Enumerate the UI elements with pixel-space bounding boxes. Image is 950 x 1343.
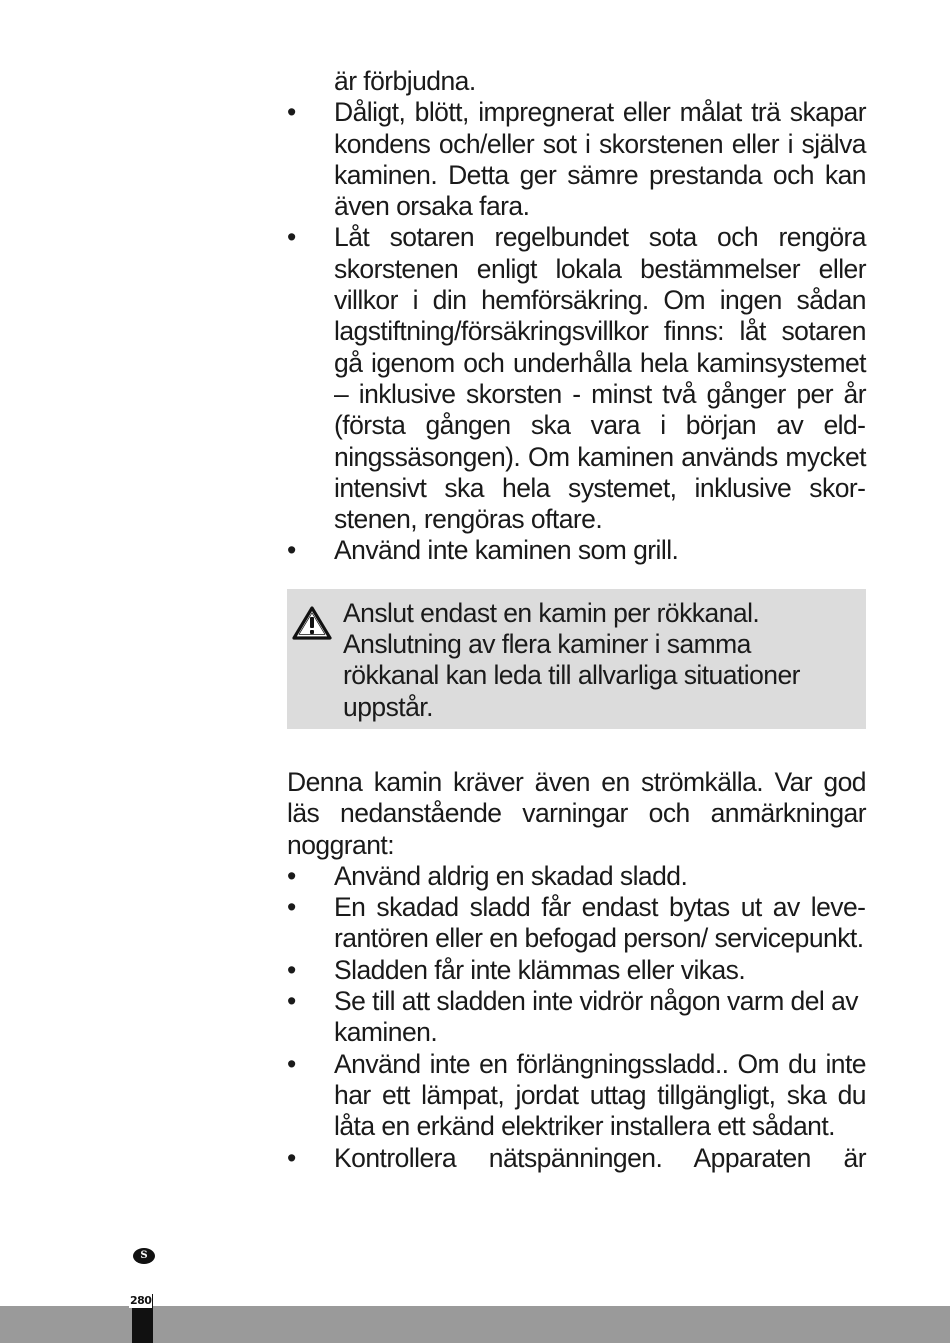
list-item: • Låt sotaren regelbundet sota och rengöra skorstenen enligt lokala bestämmelser eller villkor i din hemförsäkring. Om ingen sådan lagstiftning/försäkringsvillkor finns: låt sotaren gå igenom och underhålla hela kaminsystemet – inklusive skorsten - minst två gånger per år (första gången ska vara i början av eldningssäsongen). Om kaminen används mycket intensivt ska hela systemet, inklusive skorstenen, rengöras oftare. (287, 222, 866, 535)
list-item: • Använd inte kaminen som grill. (287, 535, 866, 566)
power-intro-paragraph: Denna kamin kräver även en strömkälla. Var god läs nedanstående varningar och anmärkningar noggrant: (287, 766, 866, 860)
continued-text: är förbjudna. (334, 66, 476, 96)
warning-text: Anslut endast en kamin per rökkanal. Anslutning av flera kaminer i samma rökkanal kan leda till allvarliga situationer uppstår. (343, 597, 800, 722)
safety-list-top (287, 97, 866, 566)
list-item: • Kontrollera nätspänningen. Apparaten är (287, 1143, 866, 1174)
document-body (287, 66, 866, 1174)
power-warnings-list (287, 861, 866, 1174)
page-number: 280 (130, 1294, 152, 1307)
warning-box (287, 589, 866, 729)
language-badge: S (133, 1248, 155, 1264)
list-item: • Använd inte en förlängningssladd.. Om du inte har ett lämpat, jordat uttag tillgängligt, ska du låta en erkänd elektriker installera ett sådant. (287, 1049, 866, 1143)
list-item: • Se till att sladden inte vidrör någon varm del av kaminen. (287, 986, 866, 1049)
warning-triangle-icon (292, 605, 332, 641)
list-item: • Använd aldrig en skadad sladd. (287, 861, 866, 892)
list-item: • En skadad sladd får endast bytas ut av leverantören eller en befogad person/ servicepunkt. (287, 892, 866, 955)
list-item: • Dåligt, blött, impregnerat eller målat trä skapar kondens och/eller sot i skorstenen eller i själva kaminen. Detta ger sämre prestanda och kan även orsaka fara. (287, 97, 866, 222)
list-item: • Sladden får inte klämmas eller vikas. (287, 955, 866, 986)
